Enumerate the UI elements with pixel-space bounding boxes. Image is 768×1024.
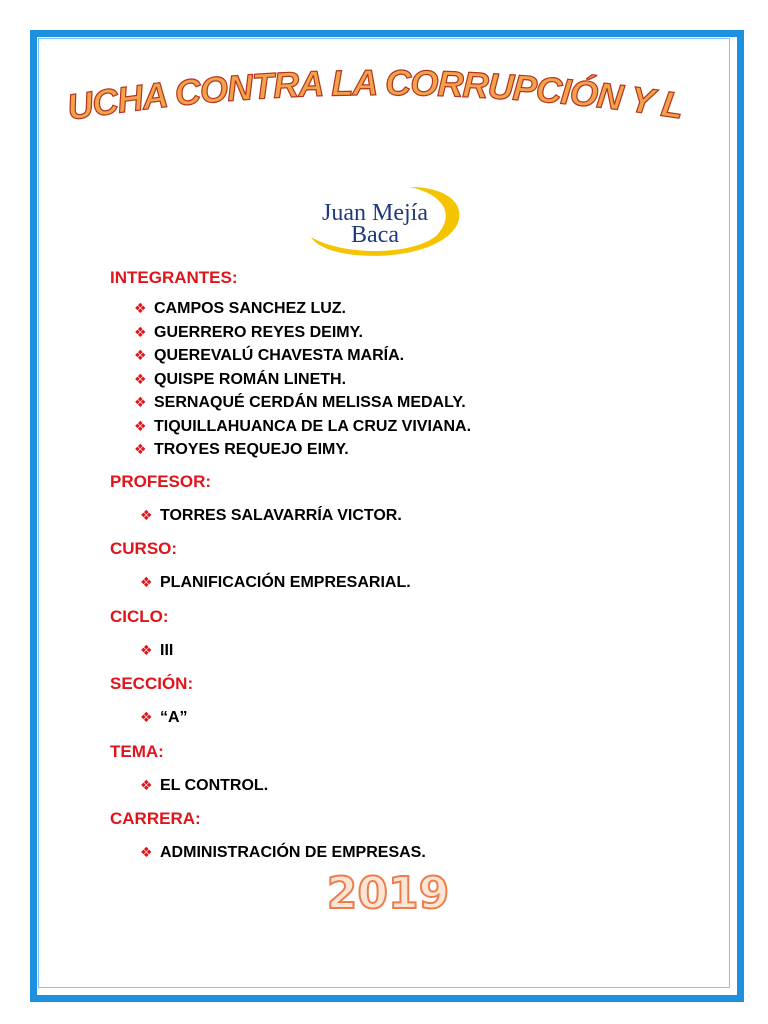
- profesor-item: [110, 504, 710, 528]
- tema-label: TEMA:: [110, 741, 164, 761]
- seccion-item: [110, 706, 710, 730]
- year-text: 2019: [326, 868, 450, 919]
- member-name: GUERRERO REYES DEIMY.: [154, 323, 363, 341]
- curso-label: CURSO:: [110, 539, 178, 558]
- tema-value: EL CONTROL.: [160, 776, 269, 794]
- curso-value: PLANIFICACIÓN EMPRESARIAL.: [160, 574, 411, 591]
- institution-logo: [305, 185, 465, 260]
- member-item: [110, 321, 710, 345]
- logo-line2: Baca: [351, 222, 399, 248]
- seccion-value: “A”: [160, 709, 188, 726]
- profesor-name: TORRES SALAVARRÍA VICTOR.: [160, 506, 402, 524]
- ciclo-list: [110, 639, 710, 663]
- member-name: CAMPOS SANCHEZ LUZ.: [154, 300, 346, 317]
- member-name: SERNAQUÉ CERDÁN MELISSA MEDALY.: [154, 394, 466, 411]
- diamond-bullet-icon: ❖: [134, 300, 147, 316]
- profesor-label: PROFESOR:: [110, 471, 212, 491]
- diamond-bullet-icon: ❖: [134, 394, 147, 410]
- diamond-bullet-icon: ❖: [134, 347, 147, 363]
- diamond-bullet-icon: ❖: [140, 641, 153, 658]
- member-name: TIQUILLAHUANCA DE LA CRUZ VIVIANA.: [154, 417, 472, 435]
- curso-item: [110, 571, 710, 595]
- motto-arc: [45, 29, 700, 172]
- logo-line1: Juan Mejía: [322, 200, 428, 226]
- carrera-label: CARRERA:: [110, 809, 201, 828]
- diamond-bullet-icon: ❖: [140, 844, 153, 860]
- carrera-value: ADMINISTRACIÓN DE EMPRESAS.: [160, 844, 426, 861]
- diamond-bullet-icon: ❖: [134, 441, 147, 457]
- member-item: [110, 415, 710, 439]
- ciclo-label: CICLO:: [110, 606, 169, 626]
- carrera-list: [110, 841, 710, 865]
- diamond-bullet-icon: ❖: [134, 323, 147, 340]
- member-item: [110, 297, 710, 321]
- members-list: [110, 297, 710, 462]
- tema-item: [110, 774, 710, 798]
- member-item: [110, 391, 710, 415]
- diamond-bullet-icon: ❖: [134, 417, 147, 434]
- member-name: TROYES REQUEJO EIMY.: [154, 441, 349, 458]
- motto-banner: [45, 29, 700, 172]
- diamond-bullet-icon: ❖: [140, 574, 153, 590]
- tema-list: [110, 774, 710, 798]
- member-item: [110, 368, 710, 392]
- ciclo-item: [110, 639, 710, 663]
- ciclo-value: III: [160, 641, 174, 659]
- diamond-bullet-icon: ❖: [134, 370, 147, 387]
- seccion-label: SECCIÓN:: [110, 674, 194, 693]
- carrera-item: [110, 841, 710, 865]
- diamond-bullet-icon: ❖: [140, 709, 153, 725]
- integrantes-label: INTEGRANTES:: [110, 268, 238, 287]
- seccion-list: [110, 706, 710, 730]
- diamond-bullet-icon: ❖: [140, 776, 153, 793]
- year-badge: [318, 862, 458, 922]
- member-name: QUISPE ROMÁN LINETH.: [154, 370, 347, 388]
- curso-list: [110, 571, 710, 595]
- year-graphic: [318, 862, 458, 922]
- member-item: [110, 344, 710, 368]
- diamond-bullet-icon: ❖: [140, 506, 153, 523]
- motto-textpath: “AÑO DE LA LUCHA CONTRA LA CORRUPCIÓN Y LA IMPUNIDAD”: [45, 29, 686, 128]
- profesor-list: [110, 504, 710, 528]
- member-name: QUEREVALÚ CHAVESTA MARÍA.: [154, 347, 405, 364]
- member-item: [110, 438, 710, 462]
- cover-details: [110, 266, 710, 865]
